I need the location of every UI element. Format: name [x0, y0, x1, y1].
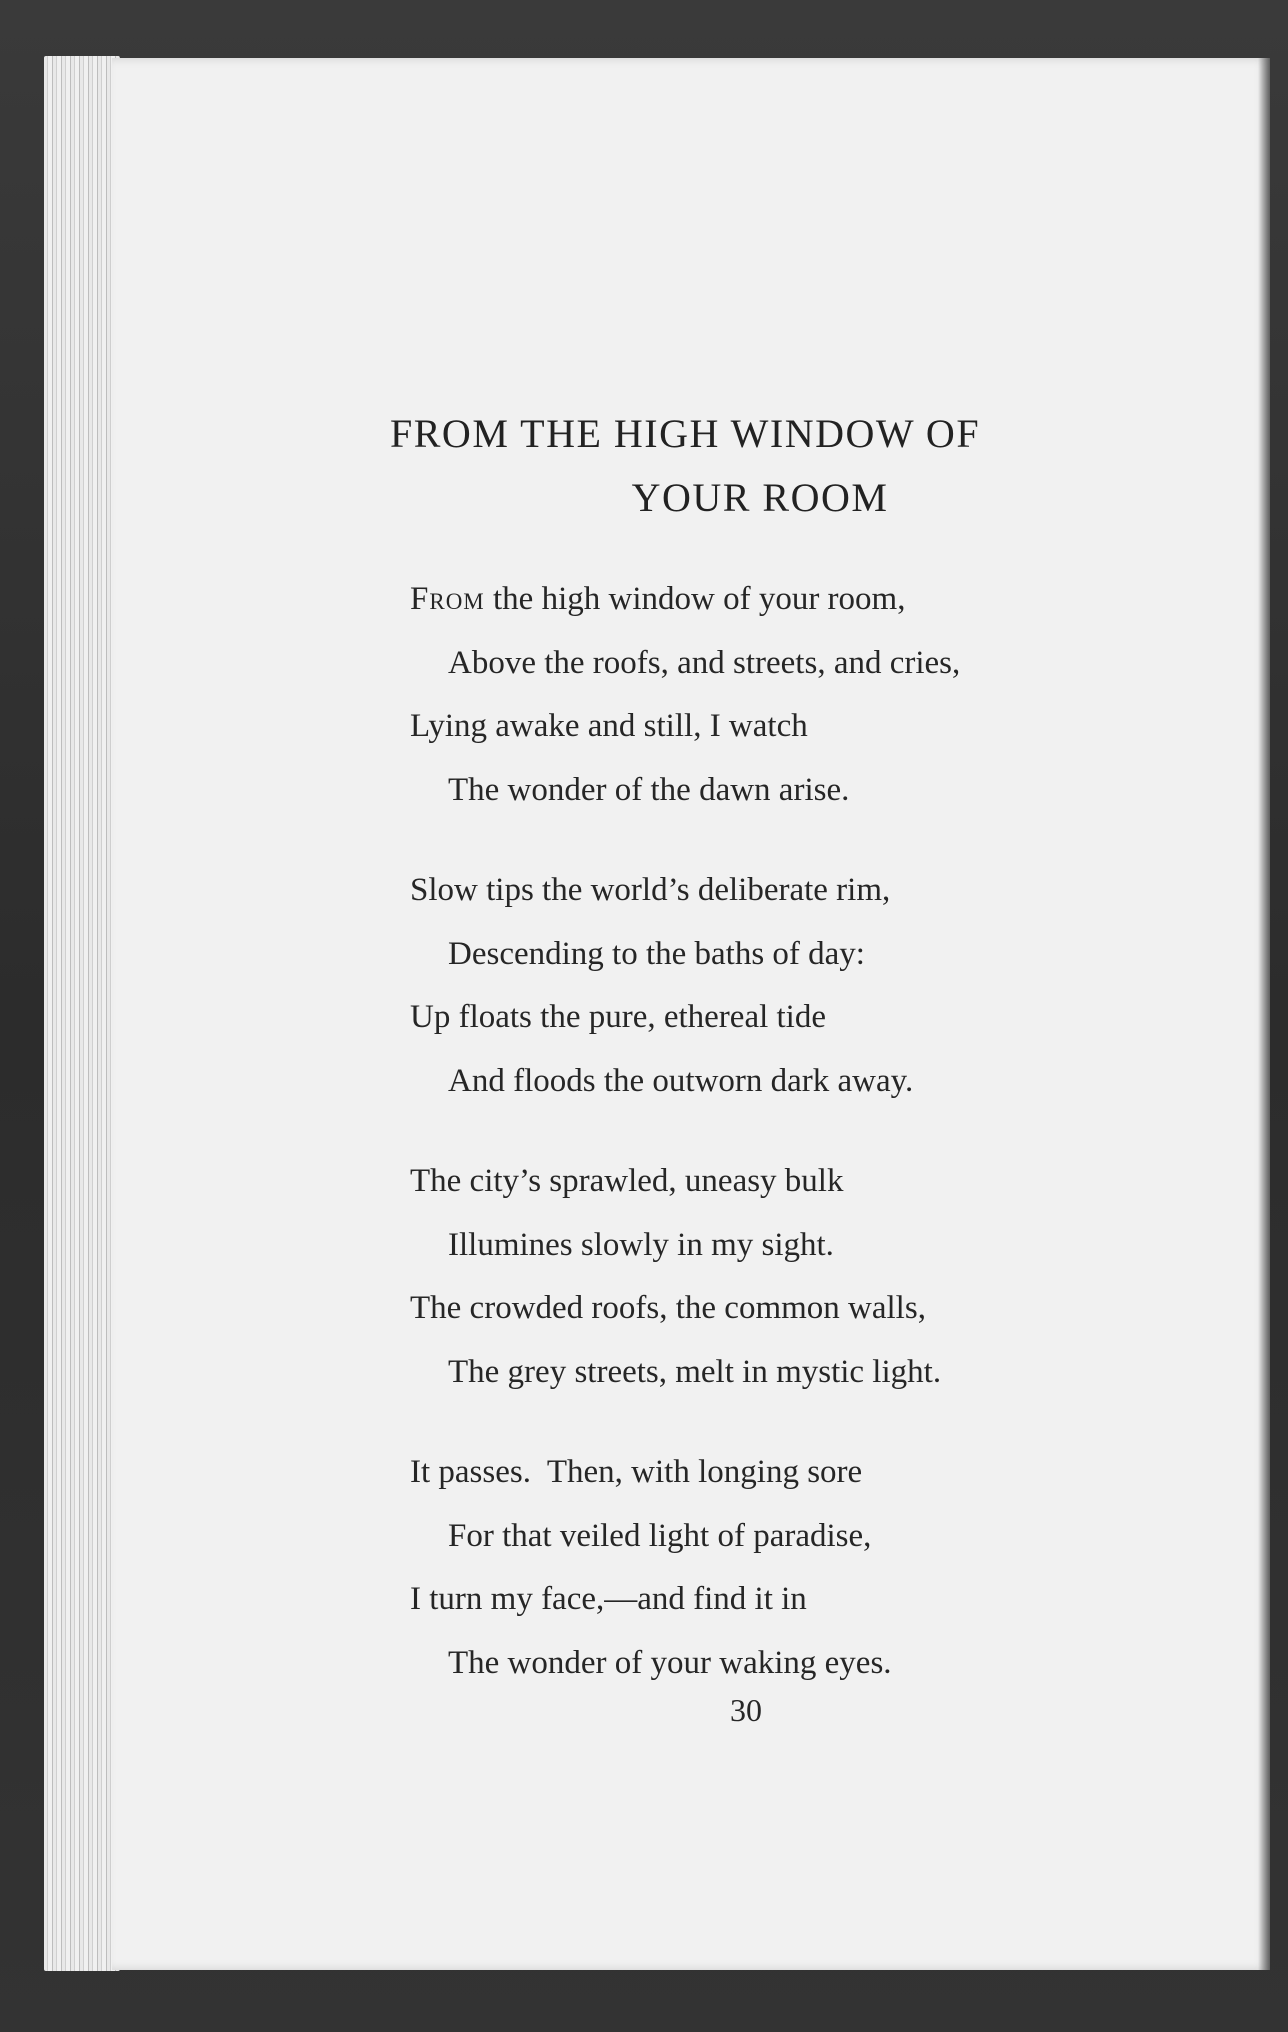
stanza-2 — [410, 859, 1110, 1113]
verse-line: Descending to the baths of day: — [448, 935, 865, 972]
stanza-3 — [410, 1150, 1110, 1404]
poem-title-line-2: YOUR ROOM — [631, 475, 889, 520]
stanza-1 — [410, 568, 1110, 822]
verse-line: For that veiled light of paradise, — [448, 1517, 872, 1554]
verse-line: I turn my face,—and find it in — [410, 1581, 807, 1617]
poem-title — [390, 402, 1130, 530]
verse-line: It passes. Then, with longing sore — [410, 1454, 863, 1490]
verse-line: The wonder of your waking eyes. — [448, 1644, 892, 1681]
poem-title-line-1: FROM THE HIGH WINDOW OF — [390, 411, 981, 456]
verse-lead-word: From — [410, 581, 485, 617]
verse-line: The wonder of the dawn arise. — [448, 771, 850, 808]
verse-line: The city’s sprawled, uneasy bulk — [410, 1163, 844, 1199]
verse-line: Lying awake and still, I watch — [410, 708, 808, 744]
verse-line: The grey streets, melt in mystic light. — [448, 1353, 942, 1390]
stanza-4 — [410, 1441, 1110, 1695]
verse-line: Up floats the pure, ethereal tide — [410, 999, 826, 1035]
verse-line: And floods the outworn dark away. — [448, 1062, 914, 1099]
verse-line: The crowded roofs, the common walls, — [410, 1290, 926, 1326]
verse-line: Slow tips the world’s deliberate rim, — [410, 872, 891, 908]
poem-body — [410, 568, 1110, 1732]
page-edges — [44, 56, 120, 1971]
verse-line: Illumines slowly in my sight. — [448, 1226, 834, 1263]
page-number: 30 — [730, 1692, 762, 1728]
verse-text: the high window of your room, — [484, 581, 906, 617]
verse-line — [410, 568, 1110, 632]
spine-shadow — [1258, 58, 1270, 1970]
verse-line: Above the roofs, and streets, and cries, — [448, 644, 961, 681]
